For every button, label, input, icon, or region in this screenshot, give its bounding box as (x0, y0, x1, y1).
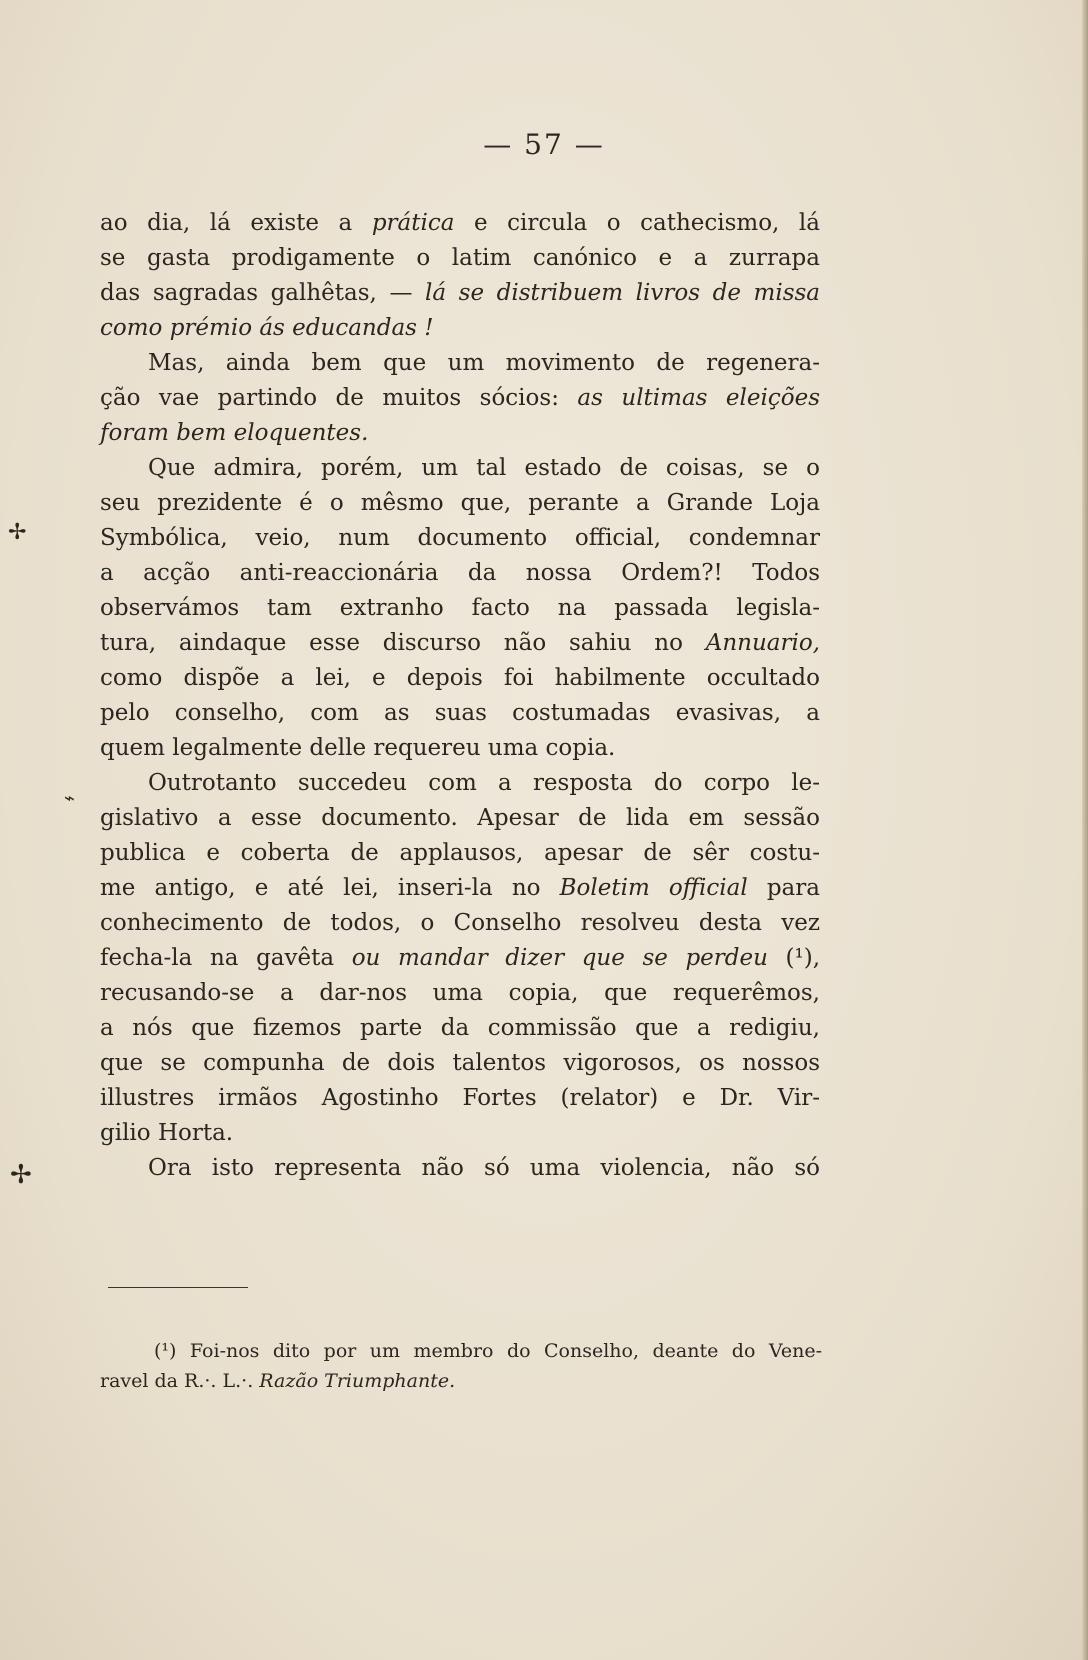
text-line (100, 871, 820, 906)
margin-mark-icon: ✢ (8, 520, 27, 545)
text-run: pelo conselho, com as suas costumadas evasivas, a (100, 700, 820, 726)
text-line (100, 206, 820, 241)
italic-text: foram bem eloquentes. (100, 420, 369, 446)
text-line (100, 1116, 820, 1151)
italic-text: Boletim official (559, 875, 748, 901)
text-run: das sagradas galhêtas, — (100, 280, 426, 306)
italic-text: as ultimas eleições (577, 385, 821, 411)
text-line (100, 486, 820, 521)
text-run: a acção anti-reaccionária da nossa Ordem?! Todos (100, 560, 820, 586)
text-run: (¹) Foi-nos dito por um membro do Conselho, deante do Vene- (154, 1340, 822, 1362)
text-line (100, 451, 820, 486)
text-run: ao dia, lá existe a (100, 210, 372, 236)
italic-text: Razão Triumphante. (259, 1370, 456, 1392)
text-line (100, 976, 820, 1011)
text-line (100, 836, 820, 871)
italic-text: ou mandar dizer que se perdeu (351, 945, 768, 971)
text-line (100, 731, 820, 766)
text-run: observámos tam extranho facto na passada legisla- (100, 595, 820, 621)
text-run: conhecimento de todos, o Conselho resolveu desta vez (100, 910, 820, 936)
text-line (100, 1081, 820, 1116)
text-run: se gasta prodigamente o latim canónico e a zurrapa (100, 245, 820, 271)
text-run: e circula o cathecismo, lá (454, 210, 820, 236)
text-line (100, 1011, 820, 1046)
text-run: Que admira, porém, um tal estado de coisas, se o (148, 455, 820, 481)
text-line (100, 906, 820, 941)
text-run: (¹), (767, 945, 821, 971)
page-number: — 57 — (483, 128, 605, 161)
text-run: me antigo, e até lei, inseri-la no (100, 875, 560, 901)
text-line (100, 591, 820, 626)
text-line (100, 276, 820, 311)
text-line (100, 626, 820, 661)
italic-text: prática (371, 210, 455, 236)
footnote-line (100, 1366, 822, 1396)
margin-mark-icon: ✢ (10, 1160, 32, 1190)
text-line (100, 941, 820, 976)
text-line (100, 696, 820, 731)
body-text (100, 206, 820, 1186)
text-run: a nós que fizemos parte da commissão que a redigiu, (100, 1015, 820, 1041)
text-run: ção vae partindo de muitos sócios: (100, 385, 578, 411)
text-line (100, 381, 820, 416)
margin-mark-icon: ⌁ (64, 788, 75, 809)
italic-text: Annuario, (705, 630, 820, 656)
text-run: que se compunha de dois talentos vigorosos, os nossos (100, 1050, 820, 1076)
text-line (100, 661, 820, 696)
text-run: tura, aindaque esse discurso não sahiu no (100, 630, 706, 656)
text-line (100, 766, 820, 801)
footnote-line (100, 1336, 822, 1366)
text-run: illustres irmãos Agostinho Fortes (relator) e Dr. Vir- (100, 1085, 820, 1111)
text-line (100, 311, 820, 346)
italic-text: como prémio ás educandas ! (100, 315, 434, 341)
text-line (100, 1151, 820, 1186)
text-run: fecha-la na gavêta (100, 945, 352, 971)
text-line (100, 556, 820, 591)
text-run: Mas, ainda bem que um movimento de regenera- (148, 350, 820, 376)
italic-text: lá se distribuem livros de missa (425, 280, 821, 306)
text-line (100, 416, 820, 451)
page-edge (1082, 0, 1088, 1660)
text-run: quem legalmente delle requereu uma copia. (100, 735, 616, 761)
text-run: gislativo a esse documento. Apesar de lida em sessão (100, 805, 820, 831)
text-line (100, 1046, 820, 1081)
text-run: seu prezidente é o mêsmo que, perante a Grande Loja (100, 490, 820, 516)
text-run: gilio Horta. (100, 1120, 234, 1146)
text-run: ravel da R.·. L.·. (100, 1370, 260, 1392)
text-run: publica e coberta de applausos, apesar de sêr costu- (100, 840, 820, 866)
text-line (100, 346, 820, 381)
footnote-rule (108, 1287, 248, 1288)
text-line (100, 521, 820, 556)
text-run: Ora isto representa não só uma violencia, não só (148, 1155, 820, 1181)
text-line (100, 801, 820, 836)
text-run: Symbólica, veio, num documento official, condemnar (100, 525, 820, 551)
footnote (100, 1336, 822, 1396)
text-line (100, 241, 820, 276)
text-run: Outrotanto succedeu com a resposta do corpo le- (148, 770, 820, 796)
text-run: como dispõe a lei, e depois foi habilmente occultado (100, 665, 820, 691)
text-run: para (747, 875, 820, 901)
text-run: recusando-se a dar-nos uma copia, que requerêmos, (100, 980, 820, 1006)
